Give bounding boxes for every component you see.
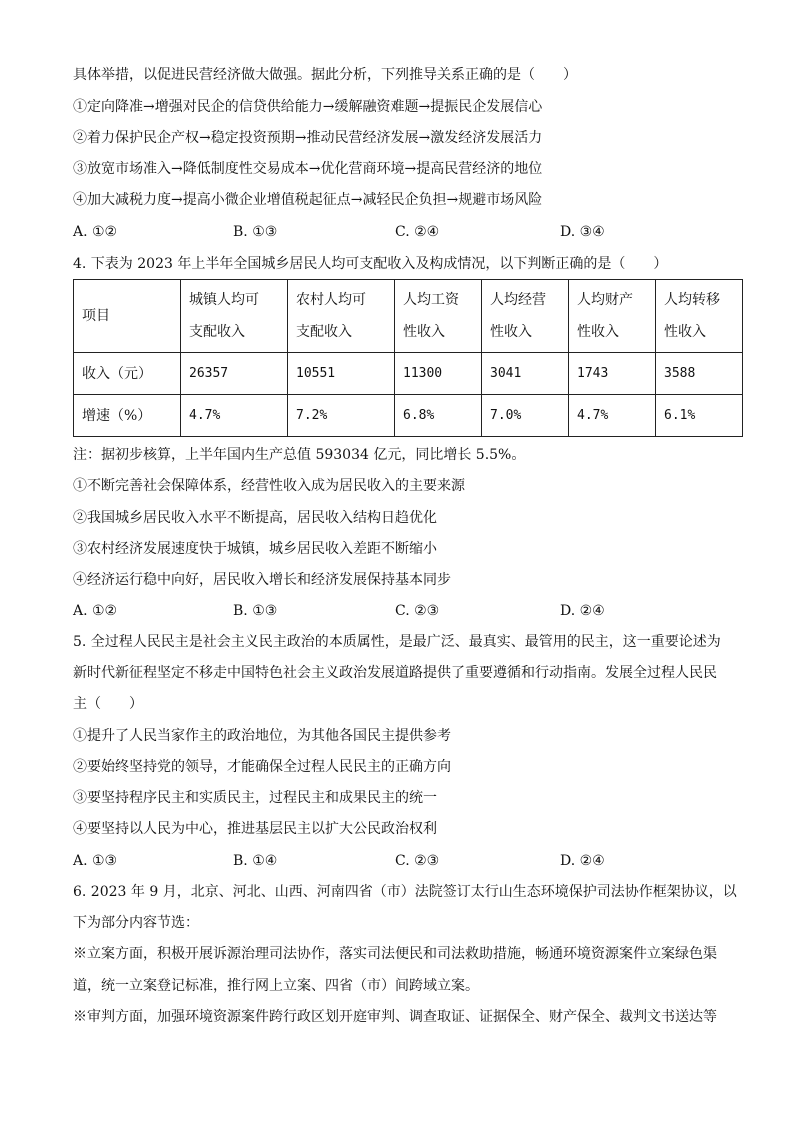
header-text: 支配收入 (296, 324, 352, 340)
q5-item-3: ③要坚持程序民主和实质民主，过程民主和成果民主的统一 (73, 790, 437, 806)
header-text: 性收入 (403, 324, 445, 340)
table-header-cell (288, 280, 395, 353)
q4-item-1: ①不断完善社会保障体系，经营性收入成为居民收入的主要来源 (73, 478, 465, 494)
header-text: 项目 (82, 308, 110, 324)
table-header-cell (181, 280, 288, 353)
table-cell: 3041 (482, 353, 569, 395)
q4-stem: 4. 下表为 2023 年上半年全国城乡居民人均可支配收入及构成情况，以下判断正确的是（ ） (73, 256, 668, 272)
table-row-growth (74, 395, 743, 437)
table-cell: 6.8% (395, 395, 482, 437)
q6-stem-line-1: 6. 2023 年 9 月，北京、河北、山西、河南四省（市）法院签订太行山生态环境保护司法协作框架协议，以 (73, 884, 737, 900)
q5-option-d[interactable]: D. ②④ (560, 853, 605, 869)
q5-option-a[interactable]: A. ①③ (73, 853, 118, 869)
table-header-row (74, 280, 743, 353)
table-cell: 增速（%） (74, 395, 181, 437)
header-text: 人均转移 (664, 292, 720, 308)
q5-item-1: ①提升了人民当家作主的政治地位，为其他各国民主提供参考 (73, 728, 451, 744)
table-cell: 3588 (656, 353, 743, 395)
q5-option-c[interactable]: C. ②③ (395, 853, 440, 869)
q3-item-4: ④加大减税力度→提高小微企业增值税起征点→减轻民企负担→规避市场风险 (73, 192, 543, 208)
header-text: 人均工资 (403, 292, 459, 308)
header-text: 农村人均可 (296, 292, 366, 308)
q3-item-1: ①定向降准→增强对民企的信贷供给能力→缓解融资难题→提振民企发展信心 (73, 99, 543, 115)
header-text: 城镇人均可 (189, 292, 259, 308)
table-cell: 7.0% (482, 395, 569, 437)
q3-option-a[interactable]: A. ①② (73, 224, 118, 240)
q5-stem-line-3: 主（ ） (73, 696, 143, 712)
table-cell: 1743 (569, 353, 656, 395)
q3-option-d[interactable]: D. ③④ (560, 224, 605, 240)
q4-item-2: ②我国城乡居民收入水平不断提高，居民收入结构日趋优化 (73, 510, 437, 526)
table-header-cell (569, 280, 656, 353)
q6-stem-line-5: ※审判方面，加强环境资源案件跨行政区划开庭审判、调查取证、证据保全、财产保全、裁判文书送达等 (73, 1009, 717, 1025)
q4-option-b[interactable]: B. ①③ (233, 603, 278, 619)
q3-item-2: ②着力保护民企产权→稳定投资预期→推动民营经济发展→激发经济发展活力 (73, 130, 543, 146)
table-cell: 4.7% (181, 395, 288, 437)
table-header-cell (482, 280, 569, 353)
q6-stem-line-4: 道，统一立案登记标准，推行网上立案、四省（市）间跨域立案。 (73, 978, 479, 994)
table-header-cell (656, 280, 743, 353)
q6-stem-line-3: ※立案方面，积极开展诉源治理司法协作，落实司法便民和司法救助措施，畅通环境资源案件立案绿色渠 (73, 946, 717, 962)
table-cell: 26357 (181, 353, 288, 395)
q5-item-4: ④要坚持以人民为中心，推进基层民主以扩大公民政治权利 (73, 821, 437, 837)
q4-item-3: ③农村经济发展速度快于城镇，城乡居民收入差距不断缩小 (73, 541, 437, 557)
q5-item-2: ②要始终坚持党的领导，才能确保全过程人民民主的正确方向 (73, 759, 451, 775)
table-row-income (74, 353, 743, 395)
table-header-cell (74, 280, 181, 353)
q6-stem-line-2: 下为部分内容节选： (73, 915, 199, 931)
header-text: 人均财产 (577, 292, 633, 308)
q4-option-a[interactable]: A. ①② (73, 603, 118, 619)
table-cell: 6.1% (656, 395, 743, 437)
table-cell: 11300 (395, 353, 482, 395)
q3-option-b[interactable]: B. ①③ (233, 224, 278, 240)
table-cell: 收入（元） (74, 353, 181, 395)
table-cell: 10551 (288, 353, 395, 395)
q4-option-c[interactable]: C. ②③ (395, 603, 440, 619)
q5-option-b[interactable]: B. ①④ (233, 853, 278, 869)
header-text: 支配收入 (189, 324, 245, 340)
q5-stem-line-2: 新时代新征程坚定不移走中国特色社会主义政治发展道路提供了重要遵循和行动指南。发展全过程人民民 (73, 665, 717, 681)
q4-item-4: ④经济运行稳中向好，居民收入增长和经济发展保持基本同步 (73, 572, 451, 588)
q3-intro-line: 具体举措，以促进民营经济做大做强。据此分析，下列推导关系正确的是（ ） (73, 67, 577, 83)
q5-stem-line-1: 5. 全过程人民民主是社会主义民主政治的本质属性，是最广泛、最真实、最管用的民主，这一重要论述为 (73, 634, 721, 650)
q3-item-3: ③放宽市场准入→降低制度性交易成本→优化营商环境→提高民营经济的地位 (73, 161, 543, 177)
header-text: 性收入 (577, 324, 619, 340)
q3-option-c[interactable]: C. ②④ (395, 224, 440, 240)
table-header-cell (395, 280, 482, 353)
table-cell: 4.7% (569, 395, 656, 437)
income-table (73, 279, 743, 437)
header-text: 人均经营 (490, 292, 546, 308)
q4-option-d[interactable]: D. ②④ (560, 603, 605, 619)
header-text: 性收入 (664, 324, 706, 340)
table-cell: 7.2% (288, 395, 395, 437)
header-text: 性收入 (490, 324, 532, 340)
q4-note: 注：据初步核算，上半年国内生产总值 593034 亿元，同比增长 5.5%。 (73, 447, 526, 463)
